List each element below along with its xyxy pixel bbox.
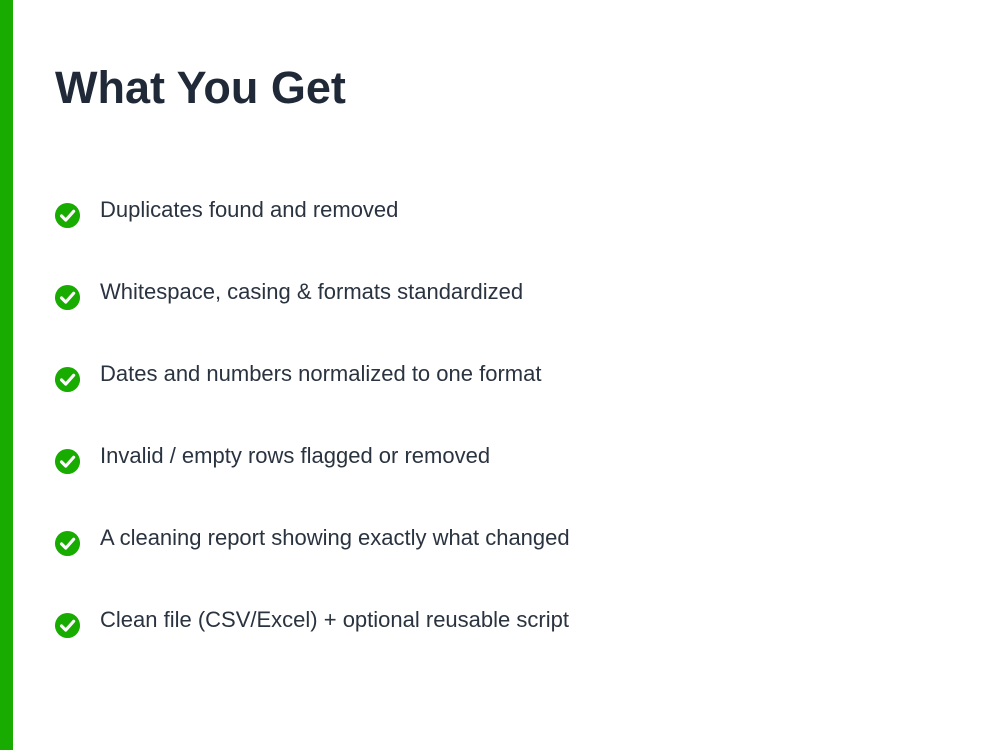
list-item-text: Invalid / empty rows flagged or removed: [100, 443, 491, 468]
check-circle-icon: [54, 366, 81, 393]
accent-bar: [0, 0, 13, 750]
check-circle-icon: [54, 448, 81, 475]
list-item-text: Duplicates found and removed: [100, 197, 399, 222]
check-circle-icon: [54, 284, 81, 311]
list-item-text: A cleaning report showing exactly what changed: [100, 525, 570, 550]
check-circle-icon: [54, 530, 81, 557]
check-circle-icon: [54, 612, 81, 639]
slide-title: What You Get: [55, 62, 346, 113]
list-item-text: Clean file (CSV/Excel) + optional reusable script: [100, 607, 569, 632]
check-circle-icon: [54, 202, 81, 229]
list-item-text: Whitespace, casing & formats standardized: [100, 279, 524, 304]
list-item-text: Dates and numbers normalized to one format: [100, 361, 542, 386]
